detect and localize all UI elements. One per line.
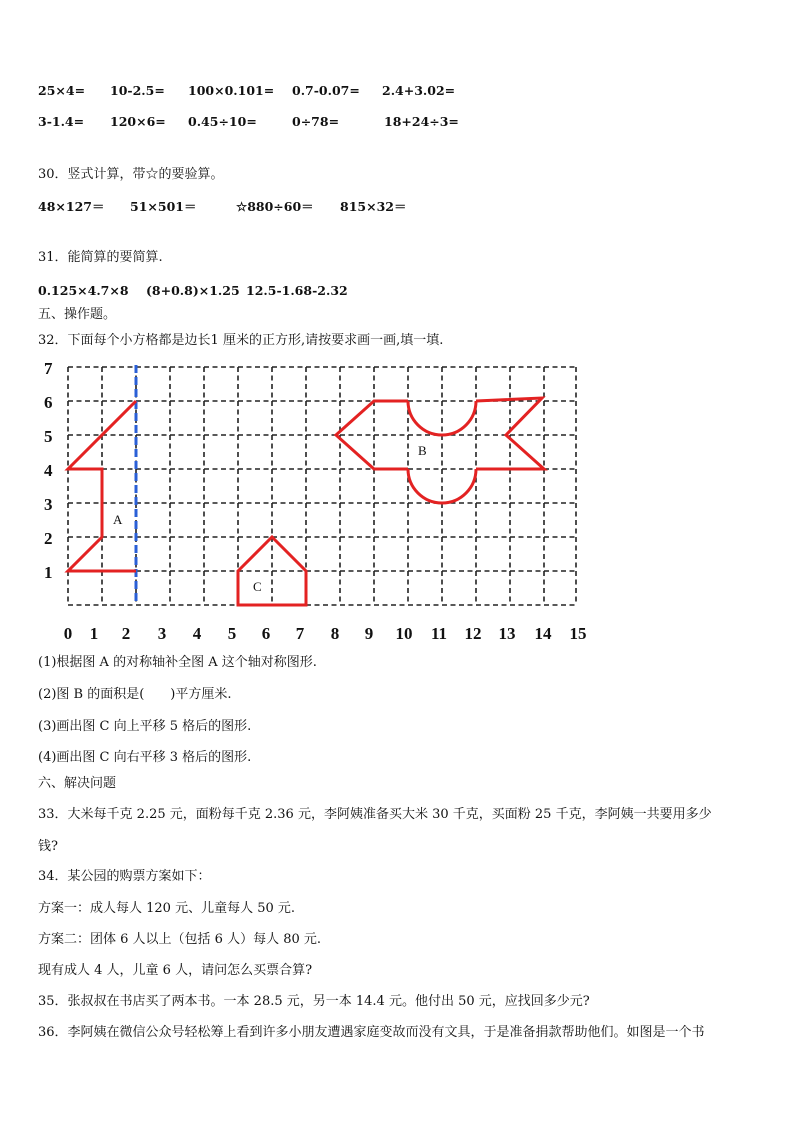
calc-item: 0.7-0.07= [292, 83, 360, 98]
calc-item: 0.45÷10= [188, 114, 257, 129]
q34-plan-2: 方案二：团体 6 人以上（包括 6 人）每人 80 元. [38, 932, 322, 947]
x-label: 12 [464, 624, 482, 643]
q30-title: 30．竖式计算，带☆的要验算。 [38, 167, 224, 182]
x-label: 11 [430, 624, 448, 643]
shape-c-label: C [253, 579, 262, 594]
x-label: 10 [395, 624, 413, 643]
q31-item: 12.5-1.68-2.32 [246, 283, 348, 298]
x-label: 13 [498, 624, 516, 643]
q32-part-4: (4)画出图 C 向右平移 3 格后的图形. [38, 750, 252, 765]
x-label: 9 [364, 624, 374, 643]
q30-item: 48×127＝ [38, 199, 105, 214]
q31-item: (8+0.8)×1.25 [146, 283, 240, 298]
x-label: 4 [192, 624, 202, 643]
q34-question: 现有成人 4 人，儿童 6 人，请问怎么买票合算? [38, 963, 313, 978]
q30-item: 51×501＝ [130, 199, 197, 214]
x-label: 1 [89, 624, 99, 643]
calc-item: 25×4= [38, 83, 86, 98]
calc-item: 18+24÷3= [384, 114, 459, 129]
calc-item: 3-1.4= [38, 114, 85, 129]
q32-part-3: (3)画出图 C 向上平移 5 格后的图形. [38, 719, 252, 734]
q31-title: 31．能简算的要简算. [38, 250, 163, 265]
y-label: 1 [44, 563, 53, 582]
calc-item: 120×6= [110, 114, 166, 129]
x-label: 3 [157, 624, 167, 643]
grid-lines [68, 367, 576, 605]
x-label: 6 [261, 624, 271, 643]
y-label: 6 [44, 393, 53, 412]
grid-figure [36, 358, 596, 648]
q32-part-1: (1)根据图 A 的对称轴补全图 A 这个轴对称图形. [38, 655, 317, 670]
y-label: 4 [44, 461, 53, 480]
q33-line-2: 钱? [38, 839, 58, 854]
x-axis-labels [64, 624, 587, 643]
y-label: 3 [44, 495, 53, 514]
x-label: 5 [227, 624, 237, 643]
y-label: 5 [44, 427, 53, 446]
calc-item: 100×0.101= [188, 83, 275, 98]
x-label: 15 [569, 624, 587, 643]
q31-item: 0.125×4.7×8 [38, 283, 129, 298]
q34-plan-1: 方案一：成人每人 120 元、儿童每人 50 元. [38, 901, 296, 916]
x-label: 8 [330, 624, 340, 643]
q32-part-2: (2)图 B 的面积是( )平方厘米. [38, 687, 232, 702]
y-axis-labels [44, 359, 53, 582]
shape-a-label: A [113, 512, 123, 527]
q30-item: ☆880÷60＝ [236, 199, 314, 214]
calc-item: 2.4+3.02= [382, 83, 456, 98]
y-label: 7 [44, 359, 53, 378]
q33-line-1: 33．大米每千克 2.25 元，面粉每千克 2.36 元，李阿姨准备买大米 30 千克，买面粉 25 千克，李阿姨一共要用多少 [38, 807, 712, 822]
y-label: 2 [44, 529, 53, 548]
q30-item: 815×32＝ [340, 199, 407, 214]
calc-item: 0÷78= [292, 114, 340, 129]
section-5-heading: 五、操作题。 [38, 307, 117, 322]
x-label: 0 [63, 624, 73, 643]
x-label: 7 [295, 624, 305, 643]
section-6-heading: 六、解决问题 [38, 776, 117, 791]
q35-text: 35．张叔叔在书店买了两本书。一本 28.5 元，另一本 14.4 元。他付出 50 元，应找回多少元? [38, 994, 590, 1009]
shape-b-label: B [418, 443, 427, 458]
x-label: 14 [534, 624, 552, 643]
q34-title: 34．某公园的购票方案如下： [38, 869, 211, 884]
shape-b [336, 398, 544, 503]
q32-title: 32．下面每个小方格都是边长1 厘米的正方形,请按要求画一画,填一填. [38, 333, 444, 348]
x-label: 2 [121, 624, 131, 643]
q36-text: 36．李阿姨在微信公众号轻松筹上看到许多小朋友遭遇家庭变故而没有文具，于是准备捐款帮助他们。如图是一个书 [38, 1025, 705, 1040]
calc-item: 10-2.5= [110, 83, 165, 98]
